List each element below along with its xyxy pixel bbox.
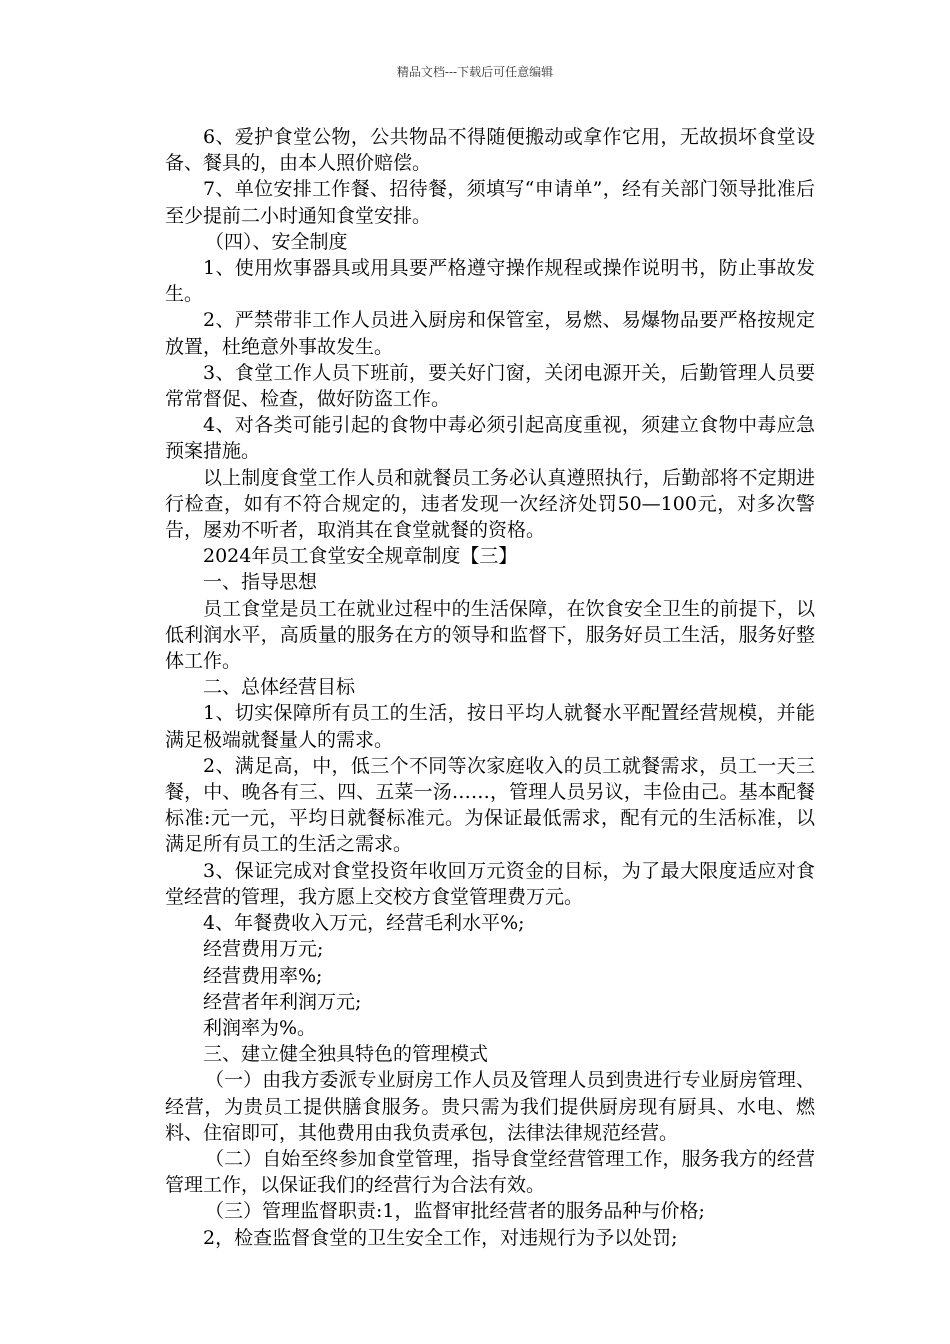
paragraph-model-3: （三）管理监督职责:1，监督审批经营者的服务品种与价格; (205, 1200, 705, 1223)
paragraph-goal-4: 4、年餐费收入万元，经营毛利水平%; (203, 912, 525, 935)
paragraph-operator-profit: 经营者年利润万元; (203, 990, 362, 1013)
section-title-part-three: 2024年员工食堂安全规章制度【三】 (203, 545, 518, 568)
document-body (165, 124, 815, 1251)
paragraph-operating-cost: 经营费用万元; (203, 938, 324, 961)
paragraph-model-3-item-2: 2，检查监督食堂的卫生安全工作，对违规行为予以处罚; (203, 1226, 678, 1249)
paragraph-goal-1: 1、切实保障所有员工的生活，按日平均人就餐水平配置经营规模，并能满足极端就餐量人的需求。 (165, 702, 815, 751)
paragraph-goal-2: 2、满足高，中，低三个不同等次家庭收入的员工就餐需求，员工一天三餐，中、晚各有三、四、五菜一汤……，管理人员另议，丰俭由己。基本配餐标准:元一元，平均日就餐标准元。为保证最低需求，配有元的生活标准，以满足所有员工的生活之需求。 (165, 754, 815, 856)
paragraph-profit-rate: 利润率为%。 (203, 1016, 317, 1039)
section-heading-safety: （四）、安全制度 (205, 230, 348, 253)
heading-guiding-idea: 一、指导思想 (203, 571, 318, 594)
paragraph-operating-cost-rate: 经营费用率%; (203, 964, 323, 987)
paragraph-rule-6: 6、爱护食堂公物，公共物品不得随便搬动或拿作它用，无故损坏食堂设备、餐具的，由本人照价赔偿。 (165, 126, 815, 175)
page-header: 精品文档---下载后可任意编辑 (396, 65, 554, 79)
heading-business-goals: 二、总体经营目标 (203, 676, 356, 699)
paragraph-rule-7: 7、单位安排工作餐、招待餐，须填写“申请单”，经有关部门领导批准后至少提前二小时通知食堂安排。 (165, 178, 815, 227)
paragraph-safety-4: 4、对各类可能引起的食物中毒必须引起高度重视，须建立食物中毒应急预案措施。 (165, 414, 815, 463)
paragraph-summary: 以上制度食堂工作人员和就餐员工务必认真遵照执行，后勤部将不定期进行检查，如有不符合规定的，违者发现一次经济处罚50—100元，对多次警告，屡劝不听者，取消其在食堂就餐的资格。 (165, 466, 815, 542)
paragraph-safety-3: 3、食堂工作人员下班前，要关好门窗，关闭电源开关，后勤管理人员要常常督促、检查，做好防盗工作。 (165, 361, 815, 411)
paragraph-goal-3: 3、保证完成对食堂投资年收回万元资金的目标，为了最大限度适应对食堂经营的管理，我方愿上交校方食堂管理费万元。 (165, 859, 815, 908)
paragraph-safety-2: 2、严禁带非工作人员进入厨房和保管室，易燃、易爆物品要严格按规定放置，杜绝意外事故发生。 (165, 309, 815, 358)
paragraph-guiding-idea: 员工食堂是员工在就业过程中的生活保障，在饮食安全卫生的前提下，以低利润水平，高质量的服务在方的领导和监督下，服务好员工生活，服务好整体工作。 (165, 597, 815, 673)
heading-management-model: 三、建立健全独具特色的管理模式 (203, 1043, 489, 1066)
paragraph-model-2: （二）自始至终参加食堂管理，指导食堂经营管理工作，服务我方的经营管理工作，以保证我们的经营行为合法有效。 (165, 1147, 815, 1197)
paragraph-safety-1: 1、使用炊事器具或用具要严格遵守操作规程或操作说明书，防止事故发生。 (165, 257, 815, 306)
paragraph-model-1: （一）由我方委派专业厨房工作人员及管理人员到贵进行专业厨房管理、经营，为贵员工提供膳食服务。贵只需为我们提供厨房现有厨具、水电、燃料、住宿即可，其他费用由我负责承包，法律法律规范经营。 (165, 1069, 815, 1144)
